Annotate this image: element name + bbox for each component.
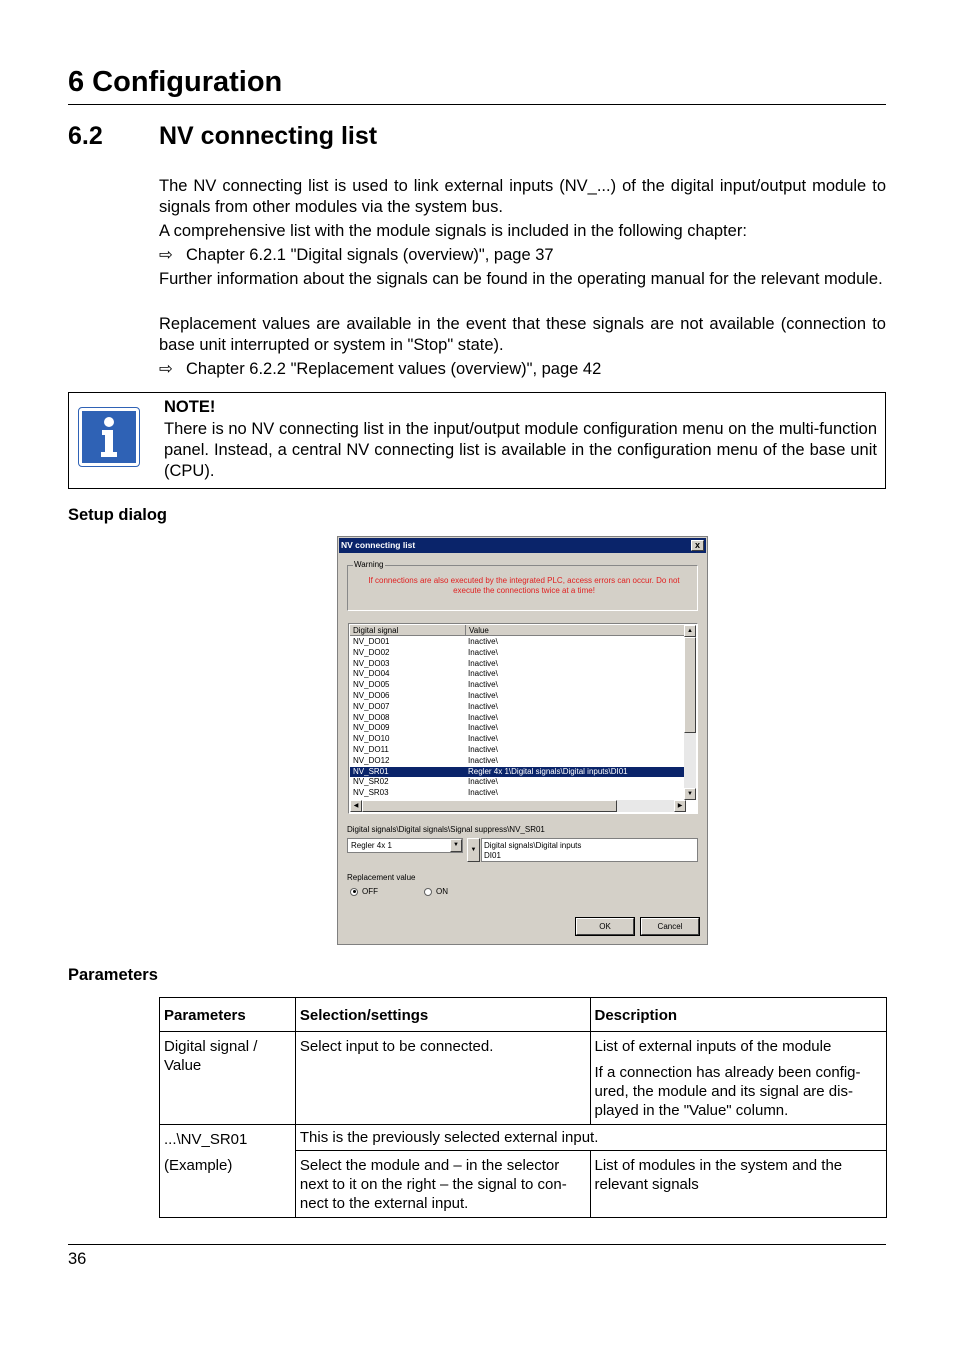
cancel-button[interactable]: Cancel [641, 918, 699, 935]
list-item-signal: NV_DO12 [353, 755, 390, 765]
replacement-value-label: Replacement value [347, 873, 416, 882]
list-item-value: Inactive\ [468, 647, 498, 657]
xref-digital-signals[interactable] [159, 245, 554, 266]
dialog-title: NV connecting list [341, 540, 416, 550]
list-item[interactable] [350, 702, 686, 713]
signal-selector-line1: Digital signals\Digital inputs [484, 841, 582, 850]
list-item-signal: NV_SR02 [353, 777, 389, 787]
list-item-signal: NV_DO11 [353, 744, 389, 754]
cell-paragraph: If a connection has already been config-ured, the module and its signal are dis-played in the "Value" column. [594, 1064, 861, 1119]
arrow-right-icon: ⇨ [159, 246, 173, 264]
table-cell: List of modules in the system and the relevant signals [590, 1151, 887, 1218]
warning-legend: Warning [354, 560, 384, 569]
list-item-value: Inactive\ [468, 701, 498, 711]
paragraph-comprehensive: A comprehensive list with the module signals is included in the following chapter: [159, 222, 747, 240]
table-header-cell: Selection/settings [295, 998, 590, 1032]
list-item-value: Inactive\ [468, 712, 498, 722]
list-item-value: Inactive\ [468, 788, 498, 798]
scroll-up-icon[interactable]: ▲ [684, 625, 696, 637]
scroll-left-icon[interactable]: ◀ [350, 800, 362, 812]
arrow-right-icon: ⇨ [159, 360, 173, 378]
table-row [160, 1125, 887, 1151]
list-item[interactable] [350, 745, 686, 756]
dialog-titlebar [339, 538, 706, 553]
list-item[interactable] [350, 648, 686, 659]
nv-connecting-list-dialog [337, 536, 708, 945]
cell-paragraph: List of external inputs of the module [594, 1038, 832, 1055]
list-item[interactable] [350, 691, 686, 702]
scroll-right-icon[interactable]: ▶ [674, 800, 686, 812]
list-item[interactable] [350, 777, 686, 788]
column-header-signal[interactable]: Digital signal [350, 625, 466, 636]
close-button[interactable]: x [691, 540, 704, 551]
xref-digital-signals-text: Chapter 6.2.1 "Digital signals (overview)", page 37 [186, 246, 554, 264]
radio-checked-icon [350, 888, 358, 896]
radio-off[interactable] [350, 887, 378, 896]
list-item-signal: NV_DO04 [353, 669, 390, 679]
list-item[interactable] [350, 637, 686, 648]
list-rows [350, 637, 686, 799]
list-item-signal: NV_DO02 [353, 647, 390, 657]
note-text: There is no NV connecting list in the input/output module configuration menu on the multi-function panel. Instead, a central NV connecting list is available in the configuration menu of the base unit (CPU). [164, 420, 877, 480]
list-item-signal: NV_DO09 [353, 723, 390, 733]
list-item-value: Inactive\ [468, 755, 498, 765]
info-icon [79, 408, 139, 466]
scroll-down-icon[interactable]: ▼ [684, 788, 696, 800]
list-item[interactable] [350, 680, 686, 691]
list-item[interactable] [350, 756, 686, 767]
table-header-cell: Description [590, 998, 887, 1032]
ok-button[interactable]: OK [576, 918, 634, 935]
setup-dialog-heading: Setup dialog [68, 506, 167, 524]
table-row [160, 1032, 887, 1125]
list-item-signal: NV_SR01 [353, 766, 389, 776]
list-item-value: Inactive\ [468, 723, 498, 733]
horizontal-scrollbar[interactable] [350, 800, 686, 812]
chevron-down-icon[interactable]: ▼ [450, 839, 462, 852]
list-item-signal: NV_DO03 [353, 658, 390, 668]
cell-paragraph: ...\NV_SR01 [164, 1131, 248, 1148]
xref-replacement-values[interactable] [159, 359, 601, 380]
module-select-value: Regler 4x 1 [351, 841, 392, 850]
list-header [350, 625, 686, 636]
table-header-row [160, 998, 887, 1032]
signal-selector[interactable] [481, 838, 698, 862]
radio-off-label: OFF [362, 887, 378, 896]
list-item[interactable] [350, 788, 686, 799]
list-item-signal: NV_DO01 [353, 637, 390, 646]
list-item-signal: NV_DO05 [353, 680, 390, 690]
signal-path-label: Digital signals\Digital signals\Signal suppress\NV_SR01 [347, 825, 545, 834]
footer-rule [68, 1244, 886, 1245]
note-box [68, 392, 886, 489]
warning-group [347, 560, 698, 611]
table-cell: This is the previously selected external input. [295, 1125, 886, 1151]
list-item-signal: NV_DO10 [353, 734, 390, 744]
list-item-signal: NV_DO07 [353, 701, 390, 711]
radio-unchecked-icon [424, 888, 432, 896]
warning-text: If connections are also executed by the integrated PLC, access errors can occur. Do not execute the connections twice at a time! [368, 576, 680, 595]
list-item-value: Inactive\ [468, 777, 498, 787]
hscroll-thumb[interactable] [362, 800, 617, 812]
list-item[interactable] [350, 713, 686, 724]
list-item-value: Inactive\ [468, 637, 498, 646]
parameters-table [159, 997, 887, 1218]
scroll-thumb[interactable] [684, 637, 696, 733]
xref-replacement-values-text: Chapter 6.2.2 "Replacement values (overview)", page 42 [186, 360, 602, 378]
table-cell [590, 1032, 887, 1125]
radio-on-label: ON [436, 887, 448, 896]
paragraph-replacement: Replacement values are available in the event that these signals are not available (connection to base unit interrupted or system in "Stop" state). [159, 315, 886, 354]
column-header-value[interactable]: Value [469, 626, 489, 635]
paragraph-intro: The NV connecting list is used to link external inputs (NV_...) of the digital input/output module to signals from other modules via the system bus. [159, 177, 886, 216]
signal-selector-button[interactable]: ▼ [467, 838, 480, 862]
radio-on[interactable] [424, 887, 448, 896]
note-label: NOTE! [164, 398, 216, 416]
list-item-value: Regler 4x 1\Digital signals\Digital inputs\DI01 [468, 766, 628, 776]
parameters-heading: Parameters [68, 966, 158, 984]
table-header-cell: Parameters [160, 998, 296, 1032]
cell-paragraph: (Example) [164, 1157, 233, 1174]
chapter-title: 6 Configuration [68, 66, 283, 98]
section-number: 6.2 [68, 122, 103, 150]
list-item-signal: NV_DO08 [353, 712, 390, 722]
list-item-signal: NV_SR03 [353, 788, 389, 798]
list-item-value: Inactive\ [468, 680, 498, 690]
list-item[interactable] [350, 734, 686, 745]
signal-selector-line2: DI01 [484, 851, 501, 860]
table-cell: Digital signal / Value [160, 1032, 296, 1125]
table-cell: Select input to be connected. [295, 1032, 590, 1125]
header-rule [68, 104, 886, 105]
list-item-value: Inactive\ [468, 658, 498, 668]
section-title: NV connecting list [159, 122, 378, 150]
list-item[interactable] [350, 767, 686, 778]
list-item-signal: NV_DO06 [353, 690, 390, 700]
paragraph-further-info: Further information about the signals can be found in the operating manual for the relevant module. [159, 270, 883, 288]
signal-list[interactable] [348, 623, 698, 814]
list-item[interactable] [350, 659, 686, 670]
list-item-value: Inactive\ [468, 669, 498, 679]
list-item-value: Inactive\ [468, 734, 498, 744]
list-item[interactable] [350, 723, 686, 734]
page-number: 36 [68, 1250, 87, 1268]
list-item-value: Inactive\ [468, 690, 498, 700]
table-cell: Select the module and – in the selector next to it on the right – the signal to con-nect to the external input. [295, 1151, 590, 1218]
module-select[interactable] [347, 838, 463, 853]
table-cell [160, 1125, 296, 1218]
vertical-scrollbar[interactable] [684, 625, 696, 800]
list-item[interactable] [350, 669, 686, 680]
list-item-value: Inactive\ [468, 744, 498, 754]
